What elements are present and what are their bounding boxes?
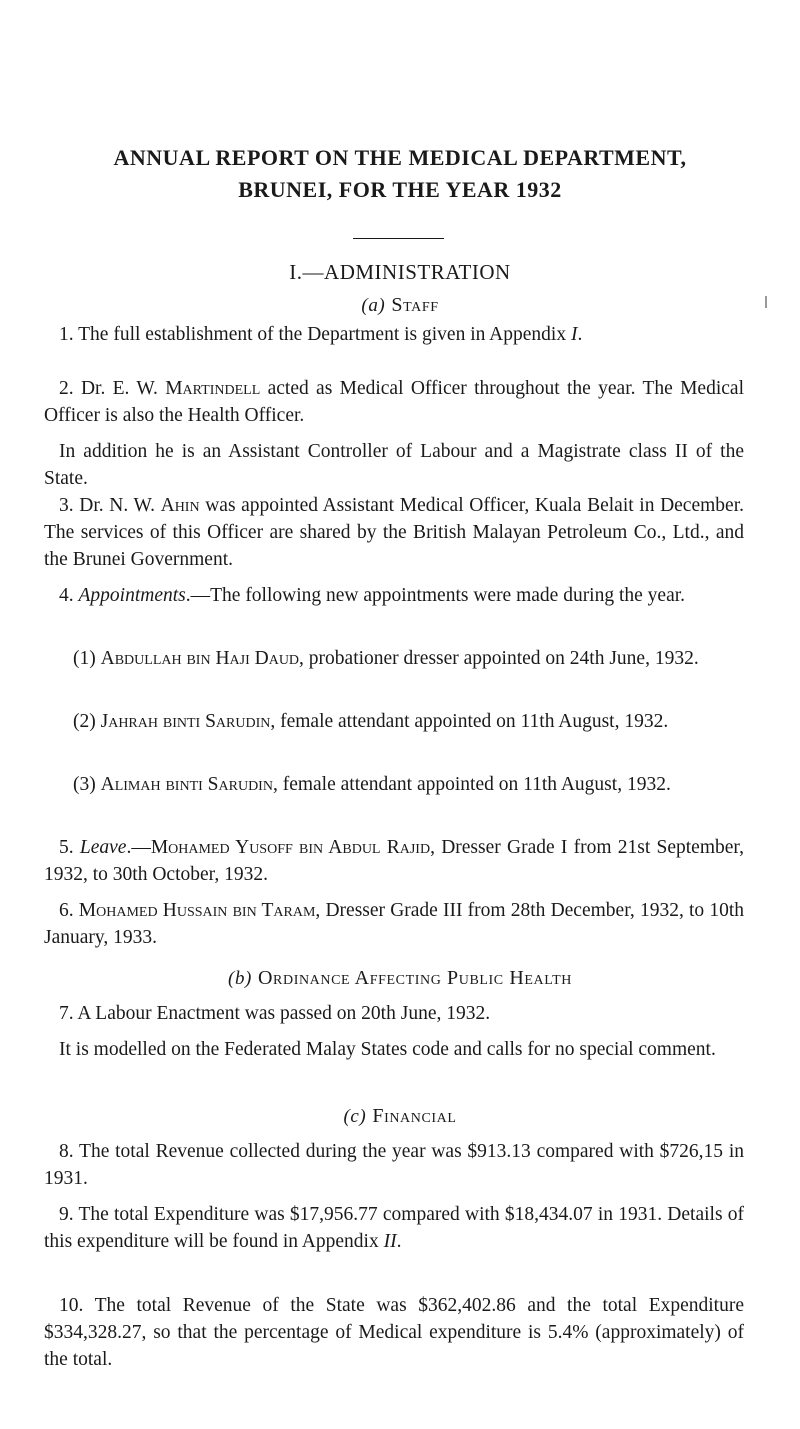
- paragraph-9-end: .: [396, 1231, 402, 1252]
- paragraph-3-pre: 3. Dr. N. W.: [59, 495, 161, 516]
- leave-heading: Leave: [79, 837, 127, 858]
- paragraph-10: 10. The total Revenue of the State was $362,402.86 and the total Expenditure $334,328.27, so that the percentage of Medical expenditure is 5.4% (approximately) of the total.: [44, 1295, 744, 1370]
- paragraph-2b: In addition he is an Assistant Controller of Labour and a Magistrate class II of the State.: [44, 441, 744, 489]
- paragraph-1-end: .: [577, 324, 583, 345]
- section-title: I.—ADMINISTRATION: [289, 260, 511, 284]
- paragraph-8: 8. The total Revenue collected during the year was $913.13 compared with $726,15 in 1931.: [44, 1141, 744, 1189]
- appendix-ref-1: I: [570, 324, 578, 345]
- appointment-num: (2): [73, 711, 101, 732]
- paragraph-6: [44, 897, 744, 951]
- appointment-item: [73, 645, 782, 672]
- subhead-staff-label: (a): [361, 295, 386, 316]
- subhead-ordinance-text: Ordinance Affecting Public Health: [258, 967, 572, 989]
- paragraph-3-post: was appointed Assistant Medical Officer, Kuala Belait in December. The services of this Officer are shared by the British Malayan Petroleum Co., Ltd., and the Brunei Government.: [44, 495, 744, 570]
- subhead-financial-text: Financial: [372, 1105, 457, 1127]
- appointment-num: (1): [73, 648, 101, 669]
- paragraph-5-dash: .—: [126, 837, 151, 858]
- paragraph-4-num: 4.: [59, 585, 79, 606]
- appointment-text: , probationer dresser appointed on 24th June, 1932.: [299, 648, 699, 669]
- subhead-staff: [0, 294, 800, 317]
- subhead-ordinance: [0, 967, 800, 990]
- subhead-financial: [0, 1105, 800, 1128]
- paragraph-7: 7. A Labour Enactment was passed on 20th June, 1932.: [59, 1003, 491, 1024]
- subhead-staff-text: Staff: [391, 294, 439, 316]
- paragraph-1: [44, 321, 744, 348]
- report-title-line-1: ANNUAL REPORT ON THE MEDICAL DEPARTMENT,: [113, 145, 687, 170]
- scan-mark: [765, 296, 767, 308]
- title-divider: [353, 238, 444, 239]
- appointee-name: Alimah binti Sarudin: [100, 774, 273, 795]
- paragraph-4-text: .—The following new appointments were made during the year.: [185, 585, 686, 606]
- appointee-name: Jahrah binti Sarudin: [100, 711, 271, 732]
- appointee-name: Abdullah bin Haji Daud: [100, 648, 300, 669]
- paragraph-9: [44, 1201, 744, 1255]
- paragraph-5: [44, 834, 744, 888]
- appointment-item: [73, 708, 782, 735]
- paragraph-4: [44, 582, 744, 609]
- appointments-heading: Appointments: [78, 585, 186, 606]
- officer-name-mohamed-hussain: Mohamed Hussain bin Taram: [78, 900, 316, 921]
- appendix-ref-2: II: [383, 1231, 397, 1252]
- paragraph-3: [44, 492, 744, 573]
- paragraph-7b: It is modelled on the Federated Malay States code and calls for no special comment.: [59, 1039, 716, 1060]
- paragraph-5-text: , Dresser Grade I from 21st September, 1932, to 30th October, 1932.: [44, 837, 744, 885]
- officer-name-martindell: Martindell: [165, 378, 261, 399]
- paragraph-1-text: 1. The full establishment of the Department is given in Appendix: [59, 324, 571, 345]
- officer-name-ahin: Ahin: [160, 495, 200, 516]
- appointment-text: , female attendant appointed on 11th August, 1932.: [272, 774, 671, 795]
- paragraph-2-pre: 2. Dr. E. W.: [59, 378, 166, 399]
- subhead-ordinance-label: (b): [228, 968, 252, 989]
- appointment-item: [73, 771, 782, 798]
- paragraph-6-text: , Dresser Grade III from 28th December, 1932, to 10th January, 1933.: [44, 900, 744, 948]
- paragraph-5-num: 5.: [59, 837, 80, 858]
- paragraph-2: [44, 375, 744, 429]
- appointment-num: (3): [73, 774, 101, 795]
- paragraph-6-num: 6.: [59, 900, 79, 921]
- paragraph-2-post: acted as Medical Officer throughout the year. The Medical Officer is also the Health Officer.: [44, 378, 744, 426]
- subhead-financial-label: (c): [343, 1106, 367, 1127]
- officer-name-mohamed-yusoff: Mohamed Yusoff bin Abdul Rajid: [150, 837, 431, 858]
- appointment-text: , female attendant appointed on 11th August, 1932.: [270, 711, 669, 732]
- report-title-line-2: BRUNEI, FOR THE YEAR 1932: [238, 177, 562, 202]
- paragraph-9-text: 9. The total Expenditure was $17,956.77 compared with $18,434.07 in 1931. Details of this expenditure will be found in Appendix: [44, 1204, 744, 1252]
